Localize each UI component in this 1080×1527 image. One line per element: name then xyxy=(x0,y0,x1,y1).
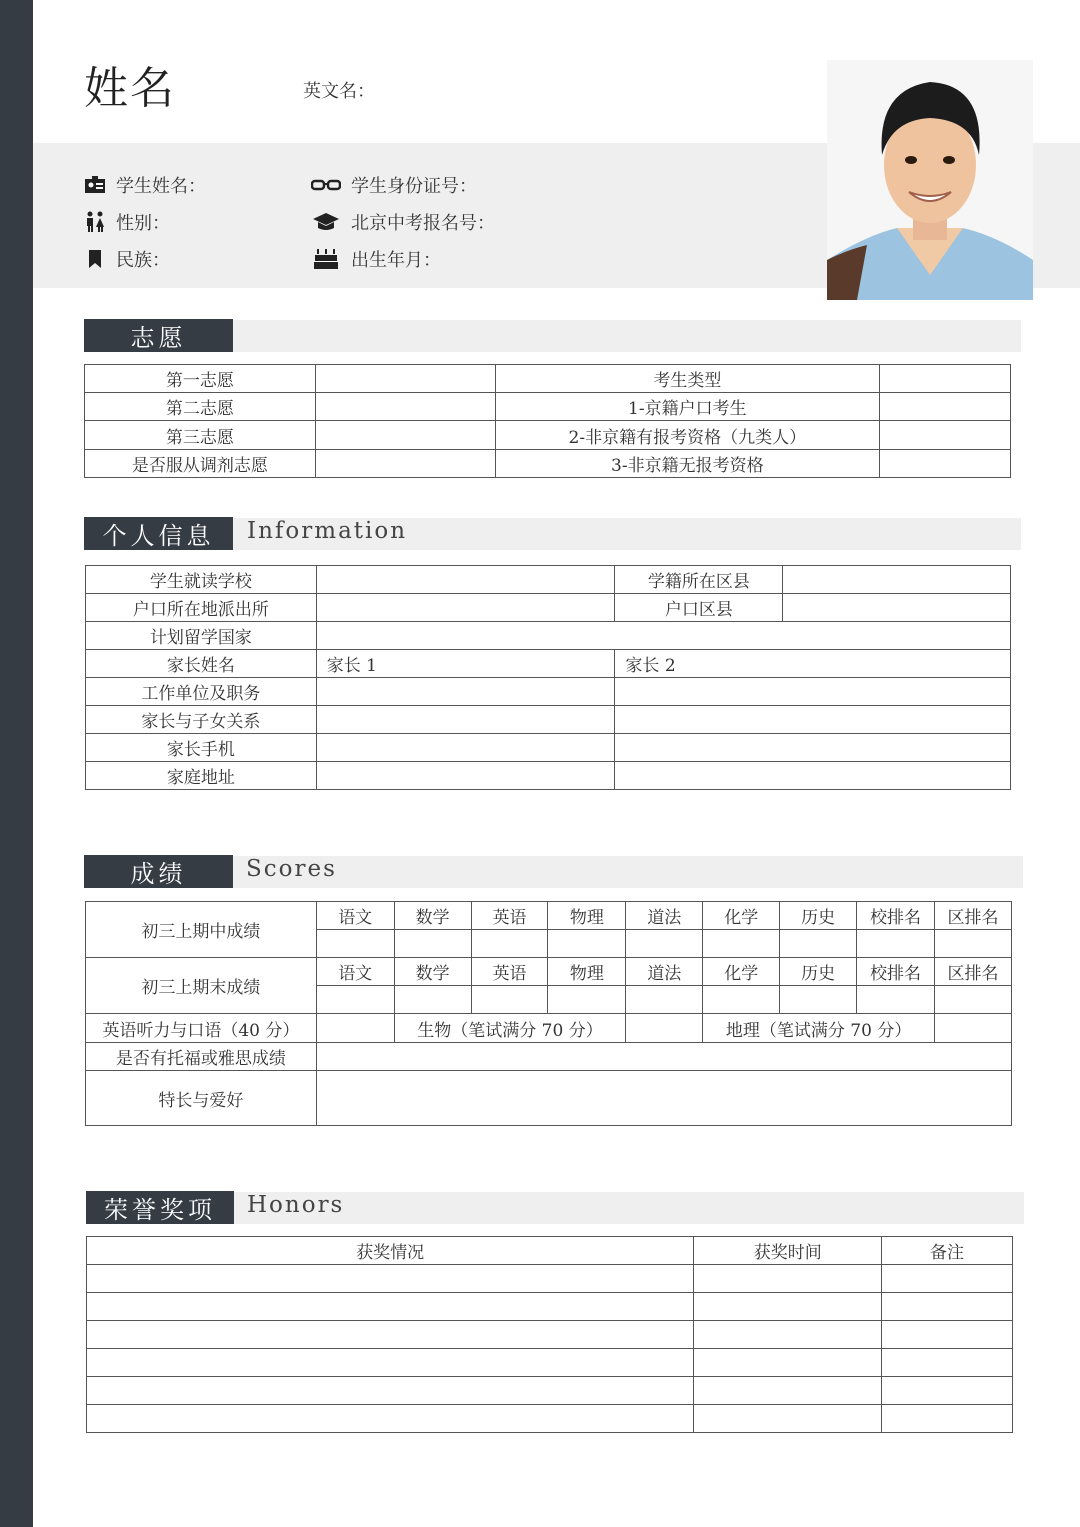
parent2-phone[interactable] xyxy=(615,734,1011,762)
subject-header: 校排名 xyxy=(857,902,935,930)
final-label: 初三上期末成绩 xyxy=(86,958,317,1014)
info-ethnicity xyxy=(84,246,170,272)
honor-cell[interactable] xyxy=(694,1405,882,1433)
parent1-phone[interactable] xyxy=(316,734,615,762)
table-row xyxy=(86,566,1011,594)
sidebar-strip xyxy=(0,0,33,1527)
table-row xyxy=(87,1377,1013,1405)
hukou-district-label: 户口区县 xyxy=(615,594,783,622)
wishes-section-title: 志愿 xyxy=(84,319,233,352)
score-cell[interactable] xyxy=(626,930,703,958)
score-cell[interactable] xyxy=(780,930,857,958)
honor-cell[interactable] xyxy=(882,1377,1013,1405)
subject-header: 化学 xyxy=(703,902,780,930)
subject-header: 区排名 xyxy=(934,902,1011,930)
type-label: 考生类型 xyxy=(495,365,880,393)
info-label: 北京中考报名号： xyxy=(351,213,495,234)
parent2-label: 家长 2 xyxy=(615,650,1011,678)
honor-cell[interactable] xyxy=(694,1349,882,1377)
honor-cell[interactable] xyxy=(882,1405,1013,1433)
subject-header: 道法 xyxy=(626,958,703,986)
parent1-job[interactable] xyxy=(316,678,615,706)
bookmark-icon xyxy=(84,248,106,270)
info-label: 学生身份证号： xyxy=(351,176,477,197)
wish-value[interactable] xyxy=(315,393,495,421)
scores-section-subtitle: Scores xyxy=(246,856,337,882)
table-row xyxy=(87,1405,1013,1433)
honor-cell[interactable] xyxy=(694,1293,882,1321)
parent2-job[interactable] xyxy=(615,678,1011,706)
honors-header: 备注 xyxy=(882,1237,1013,1265)
honors-table xyxy=(86,1236,1013,1433)
table-row xyxy=(86,762,1011,790)
info-table xyxy=(85,565,1011,790)
subject-header: 语文 xyxy=(316,902,394,930)
subject-header: 物理 xyxy=(548,902,626,930)
honor-cell[interactable] xyxy=(694,1265,882,1293)
honor-cell[interactable] xyxy=(882,1349,1013,1377)
biology-label: 生物（笔试满分 70 分） xyxy=(394,1014,626,1043)
info-band-right xyxy=(1033,143,1080,288)
english-name-label: 英文名： xyxy=(303,81,375,102)
info-student-name xyxy=(84,172,206,198)
student-name-title: 姓名 xyxy=(84,63,176,114)
table-row xyxy=(85,365,1011,393)
score-cell[interactable] xyxy=(316,930,394,958)
table-row xyxy=(86,1043,1012,1071)
address-label: 家庭地址 xyxy=(86,762,317,790)
score-cell[interactable] xyxy=(626,986,703,1014)
parent1-address[interactable] xyxy=(316,762,615,790)
table-row xyxy=(87,1237,1013,1265)
table-row xyxy=(87,1349,1013,1377)
district-value[interactable] xyxy=(783,566,1011,594)
honors-section-bar xyxy=(233,1192,1024,1224)
info-section-title: 个人信息 xyxy=(84,517,233,550)
table-row xyxy=(85,393,1011,421)
table-row xyxy=(86,902,1012,930)
honor-cell[interactable] xyxy=(87,1321,694,1349)
subject-header: 物理 xyxy=(548,958,626,986)
honor-cell[interactable] xyxy=(882,1321,1013,1349)
table-row xyxy=(87,1321,1013,1349)
honor-cell[interactable] xyxy=(87,1405,694,1433)
school-label: 学生就读学校 xyxy=(86,566,317,594)
wishes-section-bar xyxy=(233,320,1021,352)
abroad-label: 计划留学国家 xyxy=(86,622,317,650)
table-row xyxy=(85,450,1011,478)
relation-label: 家长与子女关系 xyxy=(86,706,317,734)
toefl-label: 是否有托福或雅思成绩 xyxy=(86,1043,317,1071)
police-value[interactable] xyxy=(316,594,615,622)
honor-cell[interactable] xyxy=(694,1321,882,1349)
info-label: 民族： xyxy=(116,250,170,271)
type-value[interactable] xyxy=(880,393,1011,421)
table-row xyxy=(86,678,1011,706)
table-row xyxy=(87,1265,1013,1293)
score-cell[interactable] xyxy=(934,986,1011,1014)
honors-section-subtitle: Honors xyxy=(247,1192,345,1218)
scores-table xyxy=(85,901,1012,1126)
info-label: 出生年月： xyxy=(351,250,441,271)
student-photo xyxy=(827,60,1033,300)
id-card-icon xyxy=(84,174,106,196)
subject-header: 历史 xyxy=(780,902,857,930)
info-exam-number xyxy=(311,209,495,235)
district-label: 学籍所在区县 xyxy=(615,566,783,594)
table-row xyxy=(86,734,1011,762)
type-label: 1-京籍户口考生 xyxy=(495,393,880,421)
honor-cell[interactable] xyxy=(87,1377,694,1405)
hobby-label: 特长与爱好 xyxy=(86,1071,317,1126)
info-gender xyxy=(84,209,170,235)
graduation-cap-icon xyxy=(311,211,341,233)
biology-value[interactable] xyxy=(626,1014,703,1043)
parent2-address[interactable] xyxy=(615,762,1011,790)
score-cell[interactable] xyxy=(703,930,780,958)
parent1-relation[interactable] xyxy=(316,706,615,734)
subject-header: 历史 xyxy=(780,958,857,986)
subject-header: 校排名 xyxy=(857,958,935,986)
score-cell[interactable] xyxy=(857,930,935,958)
info-label: 性别： xyxy=(116,213,170,234)
score-cell[interactable] xyxy=(857,986,935,1014)
subject-header: 数学 xyxy=(394,958,471,986)
cake-icon xyxy=(311,248,341,270)
score-cell[interactable] xyxy=(394,930,471,958)
honors-header: 获奖情况 xyxy=(87,1237,694,1265)
table-row xyxy=(86,958,1012,986)
subject-header: 道法 xyxy=(626,902,703,930)
geography-label: 地理（笔试满分 70 分） xyxy=(703,1014,935,1043)
score-cell[interactable] xyxy=(471,930,548,958)
geography-value[interactable] xyxy=(934,1014,1011,1043)
table-row xyxy=(86,622,1011,650)
honors-section-title: 荣誉奖项 xyxy=(86,1191,234,1224)
table-row xyxy=(87,1293,1013,1321)
type-value[interactable] xyxy=(880,450,1011,478)
phone-label: 家长手机 xyxy=(86,734,317,762)
table-row xyxy=(86,1014,1012,1043)
score-cell[interactable] xyxy=(548,930,626,958)
subject-header: 语文 xyxy=(316,958,394,986)
table-row xyxy=(86,706,1011,734)
score-cell[interactable] xyxy=(780,986,857,1014)
wish-value[interactable] xyxy=(315,450,495,478)
honor-cell[interactable] xyxy=(87,1265,694,1293)
subject-header: 数学 xyxy=(394,902,471,930)
scores-section-title: 成绩 xyxy=(84,855,233,888)
score-cell[interactable] xyxy=(316,986,394,1014)
wish-label: 第三志愿 xyxy=(85,421,316,450)
wish-value[interactable] xyxy=(315,421,495,450)
wish-value[interactable] xyxy=(315,365,495,393)
parent-name-label: 家长姓名 xyxy=(86,650,317,678)
honor-cell[interactable] xyxy=(87,1349,694,1377)
wish-label: 是否服从调剂志愿 xyxy=(85,450,316,478)
honor-cell[interactable] xyxy=(87,1293,694,1321)
info-section-subtitle: Information xyxy=(247,518,408,544)
subject-header: 英语 xyxy=(471,902,548,930)
honor-cell[interactable] xyxy=(694,1377,882,1405)
subject-header: 区排名 xyxy=(934,958,1011,986)
honors-header: 获奖时间 xyxy=(694,1237,882,1265)
wishes-table xyxy=(84,364,1011,478)
info-id-number xyxy=(311,172,477,198)
hukou-district-value[interactable] xyxy=(783,594,1011,622)
scores-section-bar xyxy=(233,856,1023,888)
police-label: 户口所在地派出所 xyxy=(86,594,317,622)
info-birth-date xyxy=(311,246,441,272)
score-cell[interactable] xyxy=(394,986,471,1014)
abroad-value[interactable] xyxy=(316,622,1010,650)
type-label: 2-非京籍有报考资格（九类人） xyxy=(495,421,880,450)
type-label: 3-非京籍无报考资格 xyxy=(495,450,880,478)
listening-label: 英语听力与口语（40 分） xyxy=(86,1014,317,1043)
midterm-label: 初三上期中成绩 xyxy=(86,902,317,958)
parent1-label: 家长 1 xyxy=(316,650,615,678)
score-cell[interactable] xyxy=(703,986,780,1014)
honor-cell[interactable] xyxy=(882,1293,1013,1321)
listening-value[interactable] xyxy=(316,1014,394,1043)
job-label: 工作单位及职务 xyxy=(86,678,317,706)
wish-label: 第二志愿 xyxy=(85,393,316,421)
table-row xyxy=(86,594,1011,622)
table-row xyxy=(86,1071,1012,1126)
wish-label: 第一志愿 xyxy=(85,365,316,393)
type-value[interactable] xyxy=(880,365,1011,393)
score-cell[interactable] xyxy=(934,930,1011,958)
score-cell[interactable] xyxy=(548,986,626,1014)
people-icon xyxy=(84,211,106,233)
score-cell[interactable] xyxy=(471,986,548,1014)
type-value[interactable] xyxy=(880,421,1011,450)
parent2-relation[interactable] xyxy=(615,706,1011,734)
table-row xyxy=(86,650,1011,678)
subject-header: 化学 xyxy=(703,958,780,986)
toefl-value[interactable] xyxy=(316,1043,1011,1071)
subject-header: 英语 xyxy=(471,958,548,986)
info-label: 学生姓名： xyxy=(116,176,206,197)
table-row xyxy=(85,421,1011,450)
honor-cell[interactable] xyxy=(882,1265,1013,1293)
school-value[interactable] xyxy=(316,566,615,594)
hobby-value[interactable] xyxy=(316,1071,1011,1126)
glasses-icon xyxy=(311,174,341,196)
